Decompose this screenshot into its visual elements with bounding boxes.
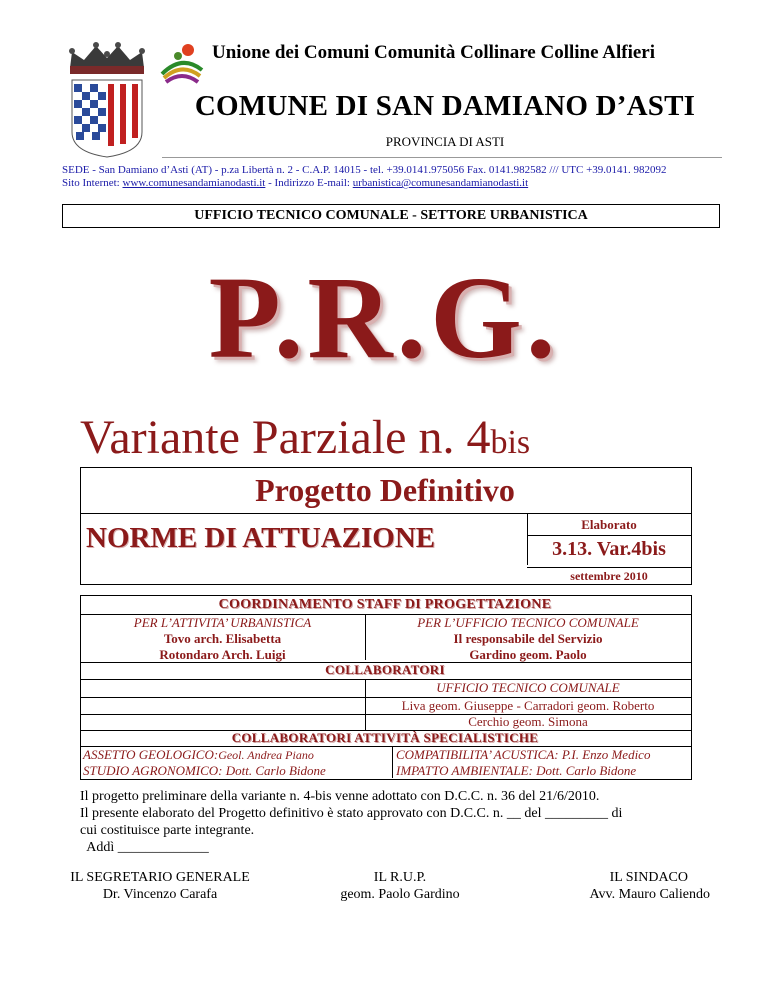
progetto-definitivo: Progetto Definitivo: [255, 472, 515, 508]
approval-line-4: Addì _____________: [80, 840, 209, 855]
rup-name: geom. Paolo Gardino: [340, 887, 460, 902]
segretario-title: IL SEGRETARIO GENERALE: [70, 870, 250, 885]
rup-title: IL R.U.P.: [373, 870, 427, 885]
spec-ambientale: IMPATTO AMBIENTALE: Dott. Carlo Bidone: [396, 763, 637, 778]
web-line: Sito Internet: www.comunesandamianodasti.it - Indirizzo E-mail: urbanistica@comunesandamianodasti.it: [62, 177, 529, 189]
document-date: settembre 2010: [570, 569, 648, 583]
right-title: PER L’UFFICIO TECNICO COMUNALE: [417, 615, 639, 630]
right-name-1: Il responsabile del Servizio: [453, 631, 603, 646]
spec-heading: COLLABORATORI ATTIVITÀ SPECIALISTICHE: [231, 730, 539, 745]
collab-name-1: Liva geom. Giuseppe - Carradori geom. Roberto: [401, 698, 655, 713]
variante-title: Variante Parziale n. 4bis: [80, 411, 531, 464]
elaborato-divider: [527, 535, 691, 536]
norme-title: NORME DI ATTUAZIONE: [86, 522, 436, 554]
spec-agronomico: STUDIO AGRONOMICO: Dott. Carlo Bidone: [83, 763, 326, 778]
colline-alfieri-logo: [158, 40, 206, 88]
date-divider: [527, 567, 691, 568]
header-divider: [162, 157, 722, 158]
union-name: Unione dei Comuni Comunità Collinare Colline Alfieri: [212, 42, 656, 63]
collab-name-2: Cerchio geom. Simona: [468, 714, 588, 729]
left-title: PER L’ATTIVITA’ URBANISTICA: [133, 615, 312, 630]
right-name-2: Gardino geom. Paolo: [469, 647, 587, 662]
elaborato-label: Elaborato: [581, 517, 637, 532]
sindaco-name: Avv. Mauro Caliendo: [589, 887, 710, 902]
approval-text: [80, 788, 690, 856]
email-link[interactable]: urbanistica@comunesandamianodasti.it: [352, 177, 529, 189]
contact-info: [62, 164, 667, 190]
approval-line-3: cui costituisce parte integrante.: [80, 823, 255, 838]
left-name-2: Rotondaro Arch. Luigi: [159, 647, 286, 662]
signature-sindaco: [530, 869, 710, 903]
staff-heading: COORDINAMENTO STAFF DI PROGETTAZIONE: [218, 597, 552, 612]
coat-of-arms-logo: [62, 40, 152, 158]
comune-title: COMUNE DI SAN DAMIANO D’ASTI: [194, 90, 696, 122]
office-banner: UFFICIO TECNICO COMUNALE - SETTORE URBANISTICA: [62, 204, 720, 228]
spec-geologico: ASSETTO GEOLOGICO:Geol. Andrea Piano: [83, 747, 314, 762]
sindaco-title: IL SINDACO: [609, 870, 688, 885]
website-link[interactable]: www.comunesandamianodasti.it: [122, 177, 266, 189]
collab-heading: COLLABORATORI: [325, 662, 445, 677]
provincia-label: PROVINCIA DI ASTI: [385, 134, 505, 149]
spec-column-divider: [392, 746, 393, 778]
approval-line-2: Il presente elaborato del Progetto definitivo è stato approvato con D.C.C. n. __ del _________ di: [80, 806, 623, 821]
collab-title: UFFICIO TECNICO COMUNALE: [436, 680, 620, 695]
address-line: SEDE - San Damiano d’Asti (AT) - p.za Libertà n. 2 - C.A.P. 14015 - tel. +39.0141.975056 Fax. 0141.982582 /// UTC +39.0141. 982092: [62, 164, 667, 176]
left-name-1: Tovo arch. Elisabetta: [163, 631, 282, 646]
prg-title: P.R.G.: [208, 252, 560, 383]
segretario-name: Dr. Vincenzo Carafa: [102, 887, 218, 902]
signature-rup: [310, 869, 490, 903]
elaborato-value: 3.13. Var.4bis: [552, 538, 666, 560]
approval-line-1: Il progetto preliminare della variante n. 4-bis venne adottato con D.C.C. n. 36 del 21/6/2010.: [80, 789, 600, 804]
spec-acustica: COMPATIBILITA’ ACUSTICA: P.I. Enzo Medico: [396, 747, 651, 762]
signature-segretario: [60, 869, 260, 903]
